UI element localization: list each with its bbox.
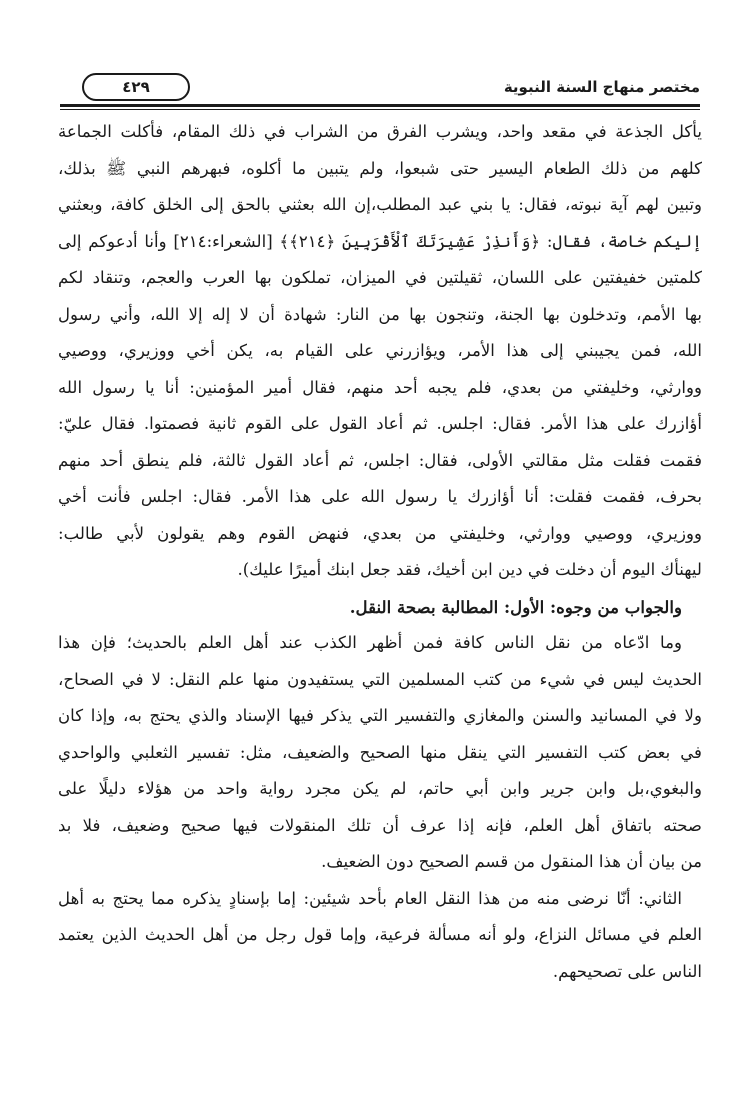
text-line: من بيان أن هذا المنقول من قسم الصحيح دون الضعيف.	[321, 852, 702, 871]
text-line: بها الأمم، وتدخلون بها الجنة، وتنجون بها من النار: شهادة أن لا إله إلا الله، وأني رسول	[58, 304, 702, 324]
text-line: ليهنأك اليوم أن دخلت في دين ابن أخيك، فقد جعل ابنك أميرًا عليك).	[237, 560, 702, 579]
header-rule-thin	[60, 109, 700, 110]
page-number: ٤٢٩	[82, 73, 190, 101]
text-line: يأكل الجذعة في مقعد واحد، ويشرب الفرق من الشراب في ذلك المقام، فأكلت الجماعة	[58, 122, 702, 141]
text-line: في بعض كتب التفسير التي ينقل منها الصحيح والضعيف، مثل: تفسير الثعلبي والواحدي	[58, 742, 702, 762]
text-line: الناس على تصحيحهم.	[552, 961, 702, 981]
text-line: ووزيري، ووصيي ووارثي، وخليفتي من بعدي، فنهض القوم وهم يقولون لأبي طالب:	[58, 523, 702, 543]
second-point-line: الثاني: أنّا نرضى منه من هذا النقل العام بأحد شيئين: إما بإسنادٍ يذكره مما يحتج به أهل	[58, 888, 682, 908]
page-body	[58, 114, 702, 990]
text-line: العلم في مسائل النزاع، ولو أنه مسألة فرعية، وإما قول رجل من أهل الحديث الذين يعتمد	[58, 925, 702, 944]
text-line: وتبين لهم آية نبوته، فقال: يا بني عبد المطلب،إن الله بعثني بالحق إلى الخلق كافة، وبعثني	[58, 195, 702, 214]
text-line: وما ادّعاه من نقل الناس كافة فمن أظهر الكذب عند أهل العلم بالحديث؛ فإن هذا	[58, 633, 682, 652]
text-line-quran-quote: إليكم خاصة، فقال: ﴿وَأَنذِرْ عَشِيرَتَكَ ٱلْأَقْرَبِينَ ﴿٢١٤﴾﴾ [الشعراء:٢١٤] وأنا أدعوكم إلى	[58, 231, 702, 251]
header-rule-thick	[60, 104, 700, 107]
book-title: مختصر منهاج السنة النبوية	[503, 78, 700, 96]
text-line: كلمتين خفيفتين على اللسان، ثقيلتين في الميزان، تملكون بها العرب والعجم، وتنقاد لكم	[58, 268, 702, 287]
text-line: بحرف، فقمت فقلت: أنا أؤازرك يا رسول الله على هذا الأمر. فقال: اجلس فأنت أخي	[58, 487, 702, 506]
text-line: كلهم من ذلك الطعام اليسير حتى شبعوا، ولم يتبين ما أكلوه، فبهرهم النبي ﷺ بذلك،	[58, 158, 702, 178]
text-line: صحته باتفاق أهل العلم، فإنه إذا عرف أن تلك المنقولات فيها صحيح وضعيف، فلا بد	[58, 815, 702, 835]
text-line: الله، فمن يجيبني إلى هذا الأمر، ويؤازرني على القيام به، يكن أخي ووزيري، ووصيي	[58, 341, 702, 360]
text-line: ولا في المسانيد والسنن والمغازي والتفسير التي يذكر فيها الإسناد والذي يحتج به، وإذا كان	[58, 706, 702, 725]
text-line: فقمت فقلت مثل مقالتي الأولى، فقال: اجلس، ثم أعاد القول ثالثة، فلم ينطق أحد منهم	[58, 450, 702, 470]
page-header	[60, 70, 700, 104]
text-line: والبغوي،بل وابن جرير وابن أبي حاتم، لم يكن مجرد رواية واحد من هؤلاء دليلًا على	[58, 779, 702, 798]
text-line: أؤازرك على هذا الأمر. فقال: اجلس. ثم أعاد القول على القوم ثانية فصمتوا. فقال عليّ:	[58, 414, 702, 433]
answer-heading: والجواب من وجوه: الأول: المطالبة بصحة النقل.	[349, 596, 682, 617]
text-line: ووارثي، وخليفتي من بعدي، فلم يجبه أحد منهم، فقال أمير المؤمنين: أنا يا رسول الله	[58, 377, 702, 397]
text-line: الحديث ليس في شيء من كتب المسلمين التي يستفيدون منها علم النقل: لا في الصحاح،	[58, 669, 702, 689]
